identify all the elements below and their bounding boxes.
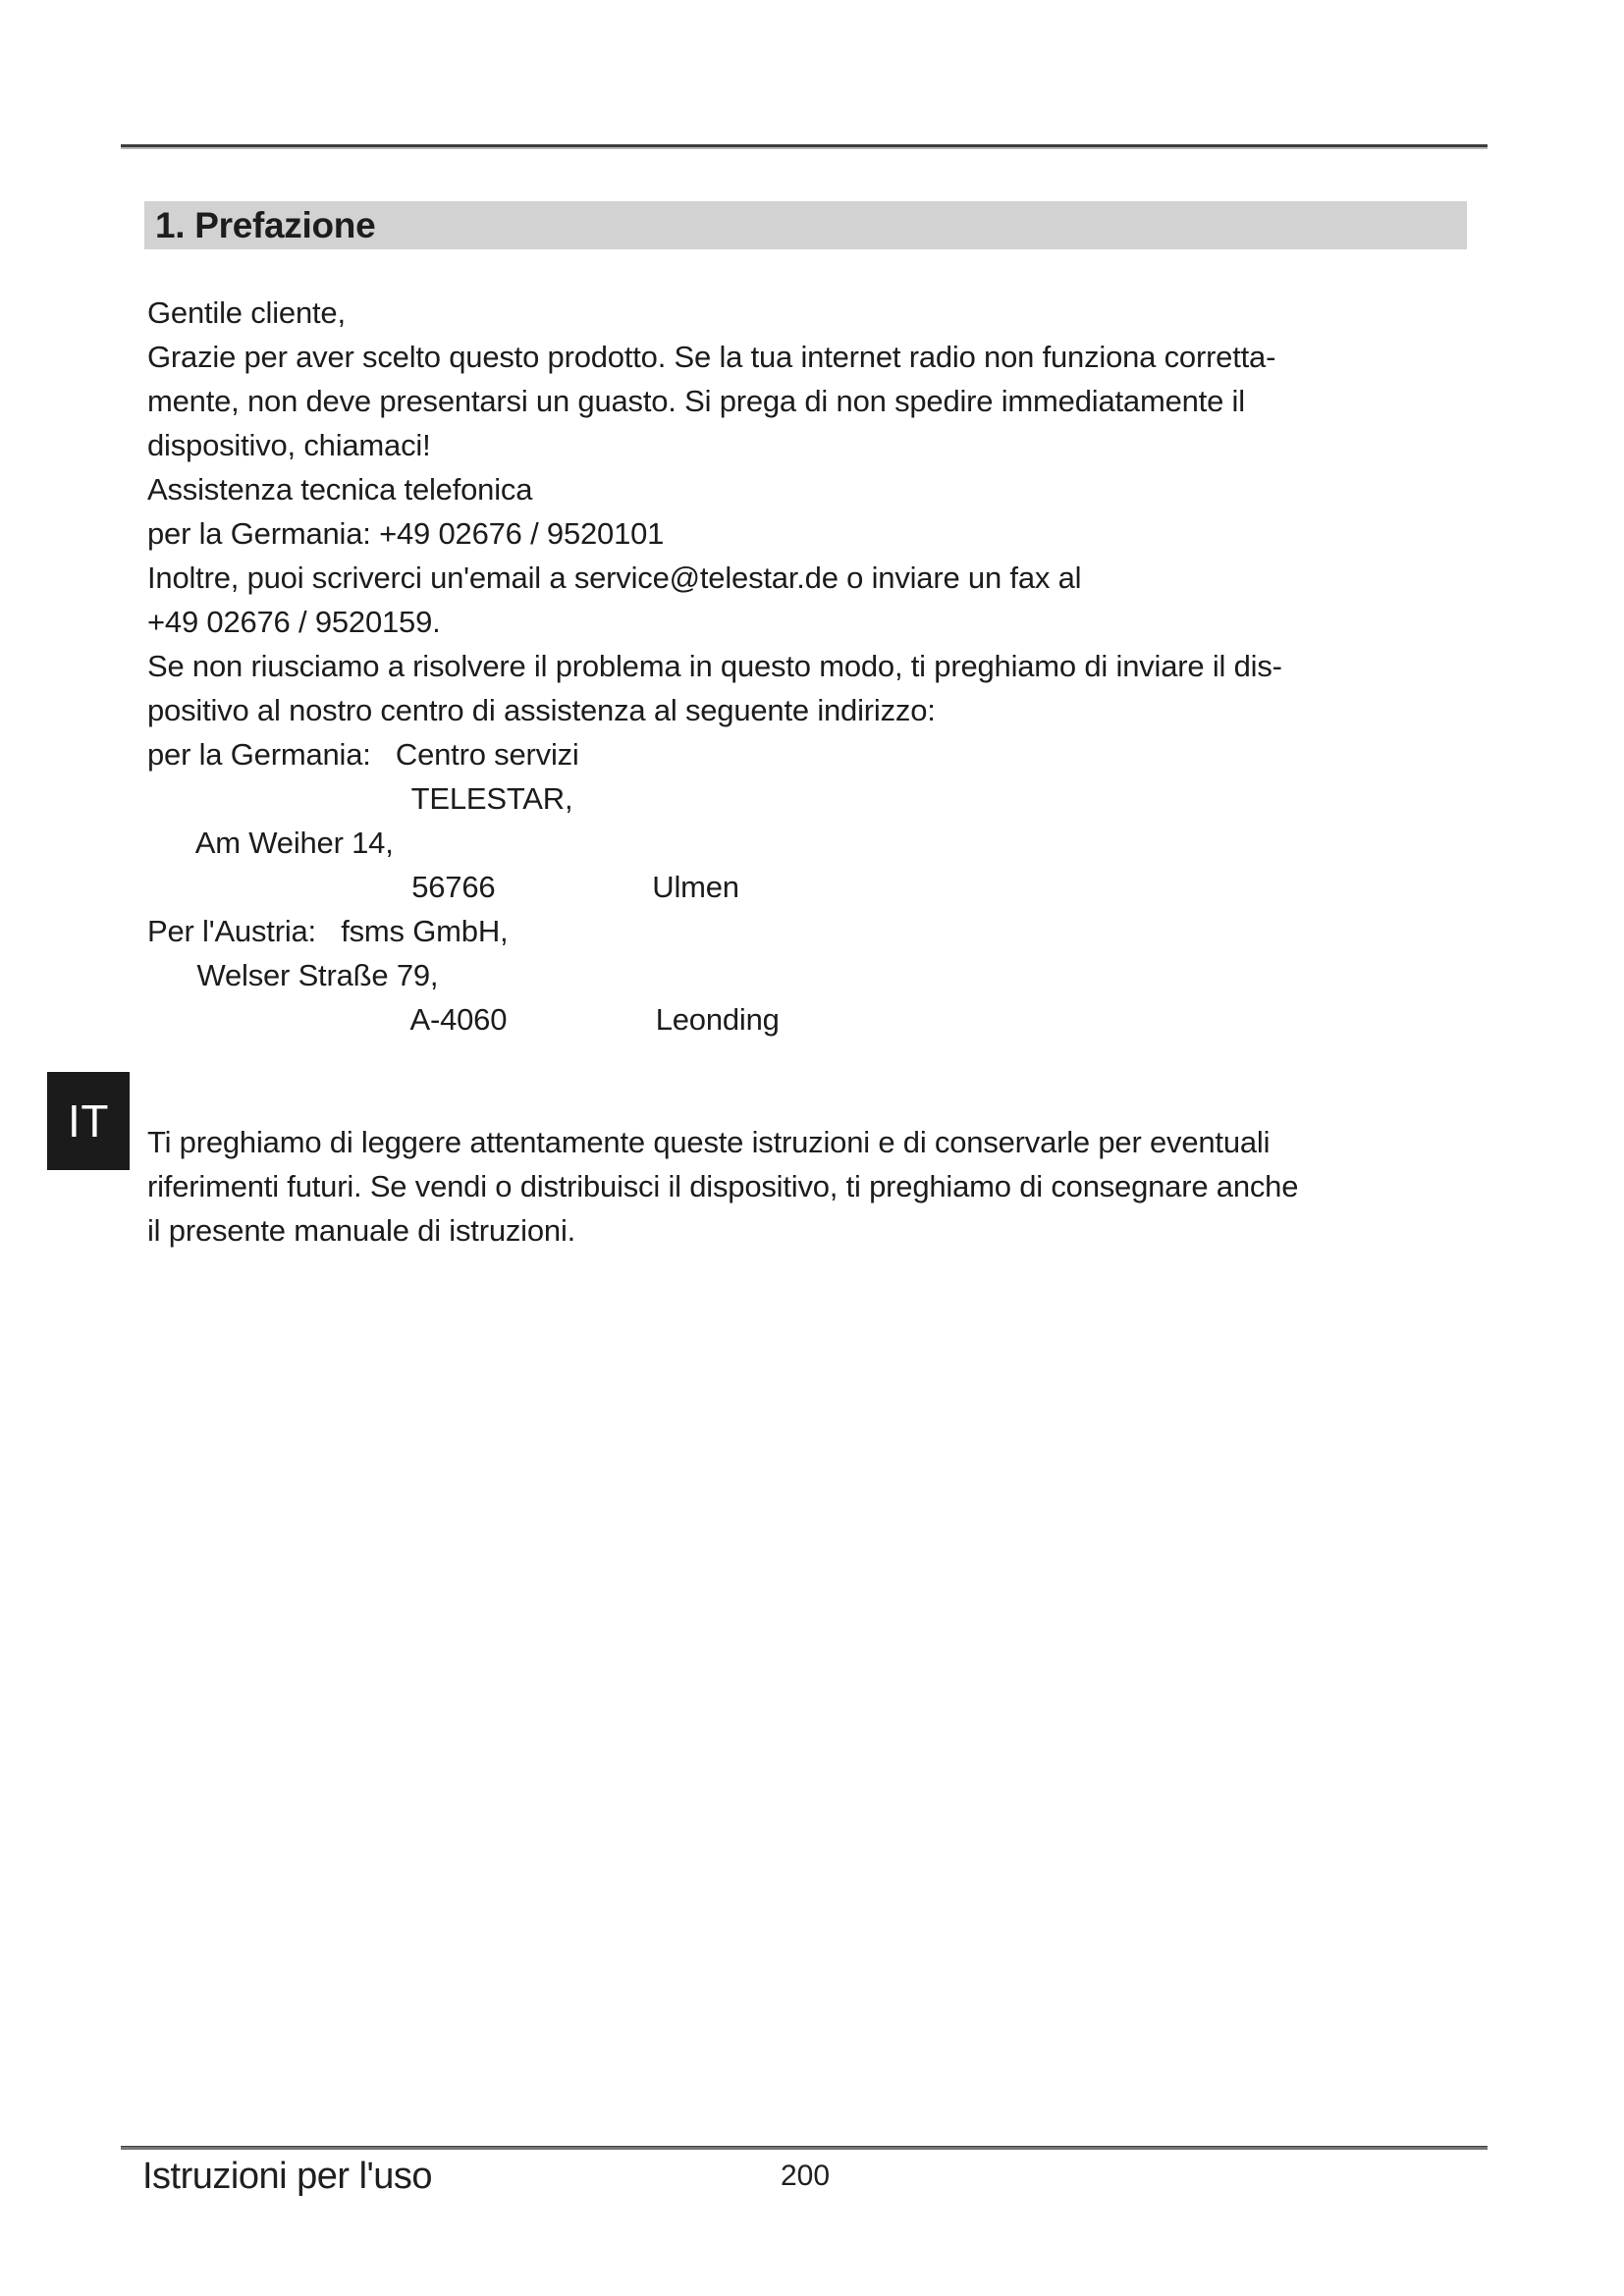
footer-rule <box>121 2147 1488 2150</box>
body-line: A-4060 Leonding <box>147 1002 780 1037</box>
body-line: mente, non deve presentarsi un guasto. Si prega di non spedire immediatamente il <box>147 384 1245 418</box>
footer-document-title: Istruzioni per l'uso <box>142 2156 433 2197</box>
body-line: Welser Straße 79, <box>147 958 439 992</box>
body-line: Assistenza tecnica telefonica <box>147 472 533 507</box>
body-line: +49 02676 / 9520159. <box>147 605 441 639</box>
language-tab <box>47 1072 130 1170</box>
body-text <box>147 291 1282 1041</box>
section-title: 1. Prefazione <box>155 204 376 245</box>
body-line: dispositivo, chiamaci! <box>147 428 431 462</box>
section-header-bar <box>144 201 1467 249</box>
body-line: per la Germania: Centro servizi <box>147 737 579 772</box>
body-line: Se non riusciamo a risolvere il problema in questo modo, ti preghiamo di inviare il dis- <box>147 649 1282 683</box>
body-line: Gentile cliente, <box>147 295 346 330</box>
body-line: Inoltre, puoi scriverci un'email a service@telestar.de o inviare un fax al <box>147 561 1082 595</box>
footer-page-number: 200 <box>780 2160 831 2192</box>
note-line: riferimenti futuri. Se vendi o distribuisci il dispositivo, ti preghiamo di consegnare anche <box>147 1169 1299 1203</box>
note-line: Ti preghiamo di leggere attentamente queste istruzioni e di conservarle per eventuali <box>147 1125 1271 1159</box>
note-line: il presente manuale di istruzioni. <box>147 1213 576 1248</box>
note-text <box>147 1120 1298 1253</box>
body-line: Am Weiher 14, <box>147 826 394 860</box>
body-line: positivo al nostro centro di assistenza al seguente indirizzo: <box>147 693 936 727</box>
body-line: 56766 Ulmen <box>147 870 739 904</box>
header-rule <box>121 144 1488 147</box>
body-line: Grazie per aver scelto questo prodotto. Se la tua internet radio non funziona corretta- <box>147 340 1276 374</box>
body-line: TELESTAR, <box>147 781 573 816</box>
body-line: per la Germania: +49 02676 / 9520101 <box>147 516 665 551</box>
body-line: Per l'Austria: fsms GmbH, <box>147 914 509 948</box>
language-tab-label: IT <box>68 1095 109 1147</box>
